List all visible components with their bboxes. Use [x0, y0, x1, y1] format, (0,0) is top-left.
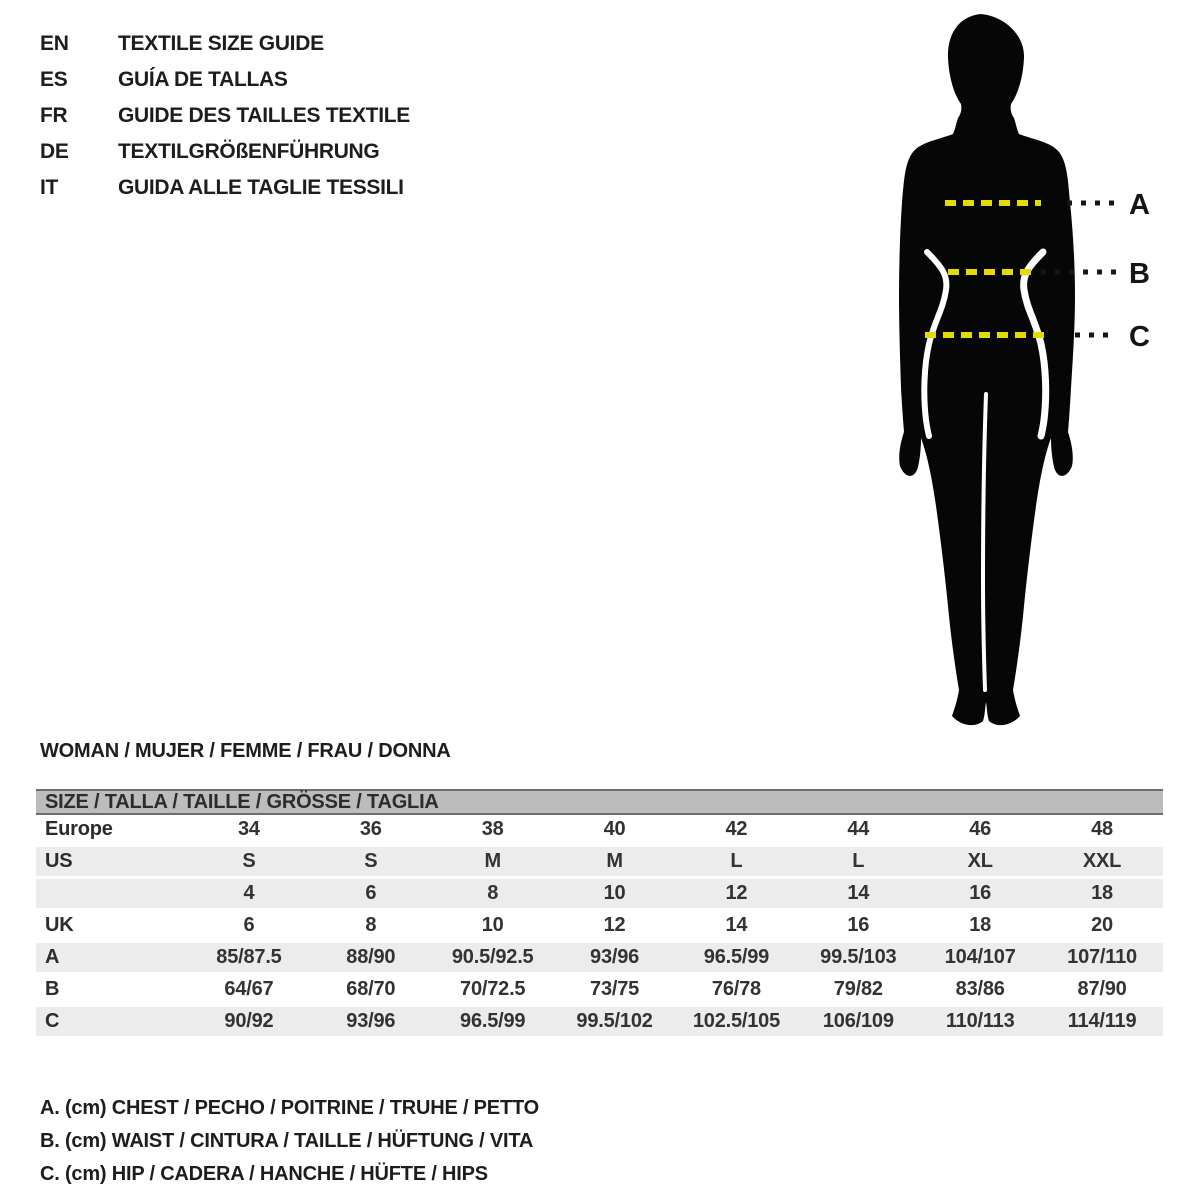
- size-table-header: SIZE / TALLA / TAILLE / GRÖSSE / TAGLIA: [36, 789, 1163, 815]
- language-label: GUIDE DES TAILLES TEXTILE: [118, 104, 410, 127]
- size-cell: M: [606, 850, 623, 872]
- size-cell: 4: [243, 882, 255, 904]
- row-label: C: [45, 1010, 60, 1032]
- size-cell: 34: [238, 818, 260, 840]
- language-list: [40, 26, 410, 206]
- size-cell: S: [242, 850, 256, 872]
- size-cell: 18: [969, 914, 992, 936]
- row-label: Europe: [45, 818, 113, 840]
- size-cell: 73/75: [590, 978, 640, 1000]
- woman-silhouette-figure: [855, 0, 1165, 735]
- language-item: [40, 134, 410, 170]
- legend-line: A. (cm) CHEST / PECHO / POITRINE / TRUHE / PETTO: [40, 1097, 539, 1119]
- size-cell: 90/92: [224, 1010, 274, 1032]
- language-code: EN: [40, 32, 69, 55]
- language-label: TEXTILGRÖßENFÜHRUNG: [118, 140, 380, 163]
- language-code: IT: [40, 176, 59, 199]
- size-cell: 96.5/99: [703, 946, 770, 968]
- size-cell: 48: [1091, 818, 1113, 840]
- size-cell: 16: [969, 882, 992, 904]
- size-cell: 106/109: [822, 1010, 894, 1032]
- language-label: TEXTILE SIZE GUIDE: [118, 32, 324, 55]
- language-code: DE: [40, 140, 69, 163]
- size-cell: 46: [969, 818, 992, 840]
- measurement-legend: [40, 1092, 539, 1191]
- size-cell: 83/86: [955, 978, 1005, 1000]
- language-label: GUIDA ALLE TAGLIE TESSILI: [118, 176, 404, 199]
- size-table: [36, 789, 1163, 1039]
- size-cell: 10: [603, 882, 626, 904]
- marker-label-waist: B: [1129, 258, 1150, 290]
- marker-label-chest: A: [1129, 189, 1150, 221]
- language-item: [40, 170, 410, 206]
- size-cell: XXL: [1082, 850, 1122, 872]
- legend-line: B. (cm) WAIST / CINTURA / TAILLE / HÜFTUNG / VITA: [40, 1130, 534, 1152]
- size-cell: 93/96: [590, 946, 640, 968]
- size-cell: 87/90: [1077, 978, 1127, 1000]
- size-cell: 85/87.5: [216, 946, 282, 968]
- row-label: UK: [45, 914, 74, 936]
- measurement-figure: [855, 0, 1165, 735]
- size-cell: 20: [1091, 914, 1113, 936]
- size-cell: L: [730, 850, 743, 872]
- size-table-body: [36, 815, 1163, 1039]
- language-item: [40, 98, 410, 134]
- row-label: A: [45, 946, 60, 968]
- size-cell: 90.5/92.5: [451, 946, 534, 968]
- table-row: [36, 847, 1163, 879]
- table-row: [36, 975, 1163, 1007]
- size-cell: S: [364, 850, 378, 872]
- size-cell: 6: [243, 914, 255, 936]
- size-cell: 14: [847, 882, 870, 904]
- legend-line: C. (cm) HIP / CADERA / HANCHE / HÜFTE / HIPS: [40, 1163, 488, 1185]
- size-cell: 42: [725, 818, 748, 840]
- size-cell: 16: [847, 914, 870, 936]
- size-cell: 12: [603, 914, 626, 936]
- size-cell: 12: [725, 882, 748, 904]
- size-cell: M: [484, 850, 501, 872]
- size-cell: 70/72.5: [460, 978, 526, 1000]
- size-cell: 8: [487, 882, 499, 904]
- size-cell: L: [852, 850, 865, 872]
- size-cell: 44: [847, 818, 870, 840]
- size-cell: 18: [1091, 882, 1113, 904]
- table-row: [36, 879, 1163, 911]
- language-item: [40, 62, 410, 98]
- language-code: ES: [40, 68, 68, 91]
- size-cell: 36: [359, 818, 382, 840]
- size-cell: 88/90: [346, 946, 396, 968]
- size-cell: 107/110: [1067, 946, 1137, 968]
- size-cell: 104/107: [944, 946, 1016, 968]
- size-cell: 68/70: [346, 978, 396, 1000]
- size-cell: 99.5/102: [576, 1010, 653, 1032]
- size-cell: 114/119: [1067, 1010, 1137, 1032]
- size-cell: 99.5/103: [820, 946, 897, 968]
- size-cell: 93/96: [346, 1010, 396, 1032]
- size-cell: 64/67: [224, 978, 274, 1000]
- table-row: [36, 1007, 1163, 1039]
- size-cell: 14: [725, 914, 748, 936]
- size-cell: 79/82: [833, 978, 883, 1000]
- table-row: [36, 911, 1163, 943]
- table-row: [36, 815, 1163, 847]
- language-label: GUÍA DE TALLAS: [118, 68, 288, 91]
- size-cell: 110/113: [945, 1010, 1015, 1032]
- size-cell: 102.5/105: [692, 1010, 781, 1032]
- language-code: FR: [40, 104, 68, 127]
- row-label: US: [45, 850, 73, 872]
- size-cell: XL: [967, 850, 993, 872]
- marker-label-hip: C: [1129, 321, 1150, 353]
- size-cell: 8: [365, 914, 377, 936]
- size-cell: 96.5/99: [460, 1010, 526, 1032]
- table-row: [36, 943, 1163, 975]
- size-cell: 38: [481, 818, 504, 840]
- size-cell: 40: [603, 818, 626, 840]
- language-item: [40, 26, 410, 62]
- row-label: B: [45, 978, 60, 1000]
- group-title: WOMAN / MUJER / FEMME / FRAU / DONNA: [40, 740, 451, 762]
- size-cell: 10: [481, 914, 504, 936]
- size-cell: 6: [365, 882, 377, 904]
- size-cell: 76/78: [711, 978, 761, 1000]
